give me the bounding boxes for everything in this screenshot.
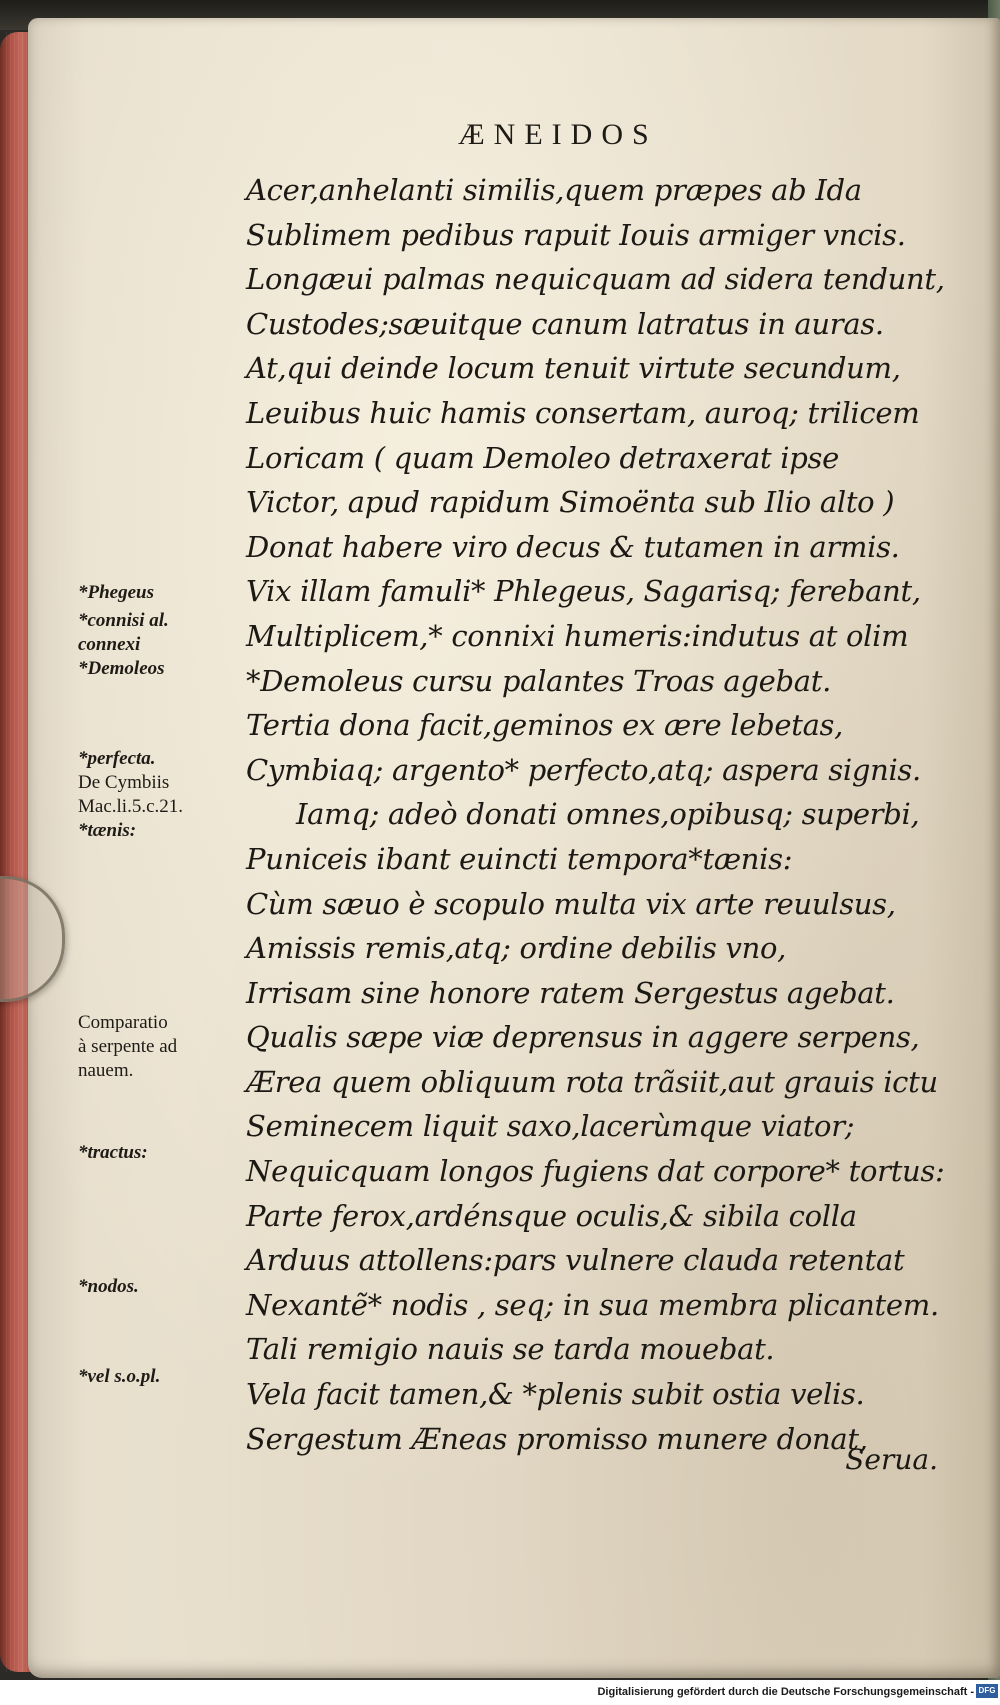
- verse-line: Ærea quem obliquum rota trãsiit,aut grauis ictu: [246, 1064, 938, 1099]
- verse-line: Parte ferox,ardénsque oculis,& sibila colla: [246, 1198, 857, 1233]
- verse-line: Seminecem liquit saxo,lacerùmque viator;: [246, 1109, 855, 1144]
- book: [0, 18, 1000, 1678]
- margin-note-vel: *vel s.o.pl.: [78, 1366, 161, 1387]
- verse-line: At,qui deinde locum tenuit virtute secundum,: [246, 351, 901, 386]
- verse-line: Loricam ( quam Demoleo detraxerat ipse: [246, 440, 839, 475]
- margin-note-phegeus: *Phegeus: [78, 582, 154, 603]
- margin-note-taenis: *tænis:: [78, 820, 137, 841]
- verse-line: Vela facit tamen,& *plenis subit ostia velis.: [246, 1377, 865, 1412]
- verse-line: Irrisam sine honore ratem Sergestus agebat.: [246, 975, 895, 1010]
- dfg-logo: DFG: [976, 1684, 998, 1698]
- footer-credit: Digitalisierung gefördert durch die Deutsche Forschungsgemeinschaft -: [597, 1686, 974, 1698]
- verse-line: Leuibus huic hamis consertam, auroq; trilicem: [246, 395, 920, 430]
- verse-line: Longæui palmas nequicquam ad sidera tendunt,: [246, 262, 945, 297]
- catchword: Serua.: [845, 1443, 938, 1476]
- margin-note-connisi: *connisi al.: [78, 610, 169, 631]
- margin-note-a-serpente: à serpente ad: [78, 1036, 178, 1057]
- verse-line: Arduus attollens:pars vulnere clauda retentat: [246, 1243, 905, 1278]
- margin-note-connexi: connexi: [78, 634, 141, 655]
- page: [28, 18, 1000, 1678]
- verse-line: Tali remigio nauis se tarda mouebat.: [246, 1332, 775, 1367]
- running-head: ÆNEIDOS: [458, 118, 658, 151]
- verse-line: Iamq; adeò donati omnes,opibusq; superbi,: [296, 797, 920, 832]
- verse-line: Victor, apud rapidum Simoënta sub Ilio alto ): [246, 485, 895, 520]
- verse-line: Tertia dona facit,geminos ex ære lebetas,: [246, 708, 844, 743]
- verse-line: Qualis sæpe viæ deprensus in aggere serpens,: [246, 1020, 920, 1055]
- margin-note-perfecta: *perfecta.: [78, 748, 156, 769]
- margin-note-nauem: nauem.: [78, 1060, 134, 1081]
- verse-line: Cùm sæuo è scopulo multa vix arte reuulsus,: [246, 886, 896, 921]
- verse-line: Sublimem pedibus rapuit Iouis armiger vncis.: [246, 217, 906, 252]
- verse-line: Amissis remis,atq; ordine debilis vno,: [246, 931, 787, 966]
- verse-block: [246, 168, 986, 1461]
- margin-note-mac: Mac.li.5.c.21.: [78, 796, 184, 817]
- verse-line: Vix illam famuli* Phlegeus, Sagarisq; ferebant,: [246, 574, 921, 609]
- margin-note-comparatio: Comparatio: [78, 1012, 168, 1033]
- verse-line: Nequicquam longos fugiens dat corpore* tortus:: [246, 1154, 945, 1189]
- margin-note-demoleos: *Demoleos: [78, 658, 165, 679]
- verse-line: Cymbiaq; argento* perfecto,atq; aspera signis.: [246, 752, 921, 787]
- verse-line: Donat habere viro decus & tutamen in armis.: [246, 529, 900, 564]
- verse-line: Custodes;sæuitque canum latratus in auras.: [246, 306, 884, 341]
- verse-line: Multiplicem,* connixi humeris:indutus at olim: [246, 618, 909, 653]
- verse-line: *Demoleus cursu palantes Troas agebat.: [246, 663, 832, 698]
- verse-line: Puniceis ibant euincti tempora*tænis:: [246, 841, 793, 876]
- margin-note-de-cymbiis: De Cymbiis: [78, 772, 170, 793]
- verse-line: Acer,anhelanti similis,quem præpes ab Ida: [246, 173, 862, 207]
- verse-line: Sergestum Æneas promisso munere donat,: [246, 1421, 868, 1456]
- verse-line: Nexantẽ* nodis , seq; in sua membra plicantem.: [246, 1287, 939, 1322]
- margin-note-tractus: *tractus:: [78, 1142, 148, 1163]
- margin-note-nodos: *nodos.: [78, 1276, 139, 1297]
